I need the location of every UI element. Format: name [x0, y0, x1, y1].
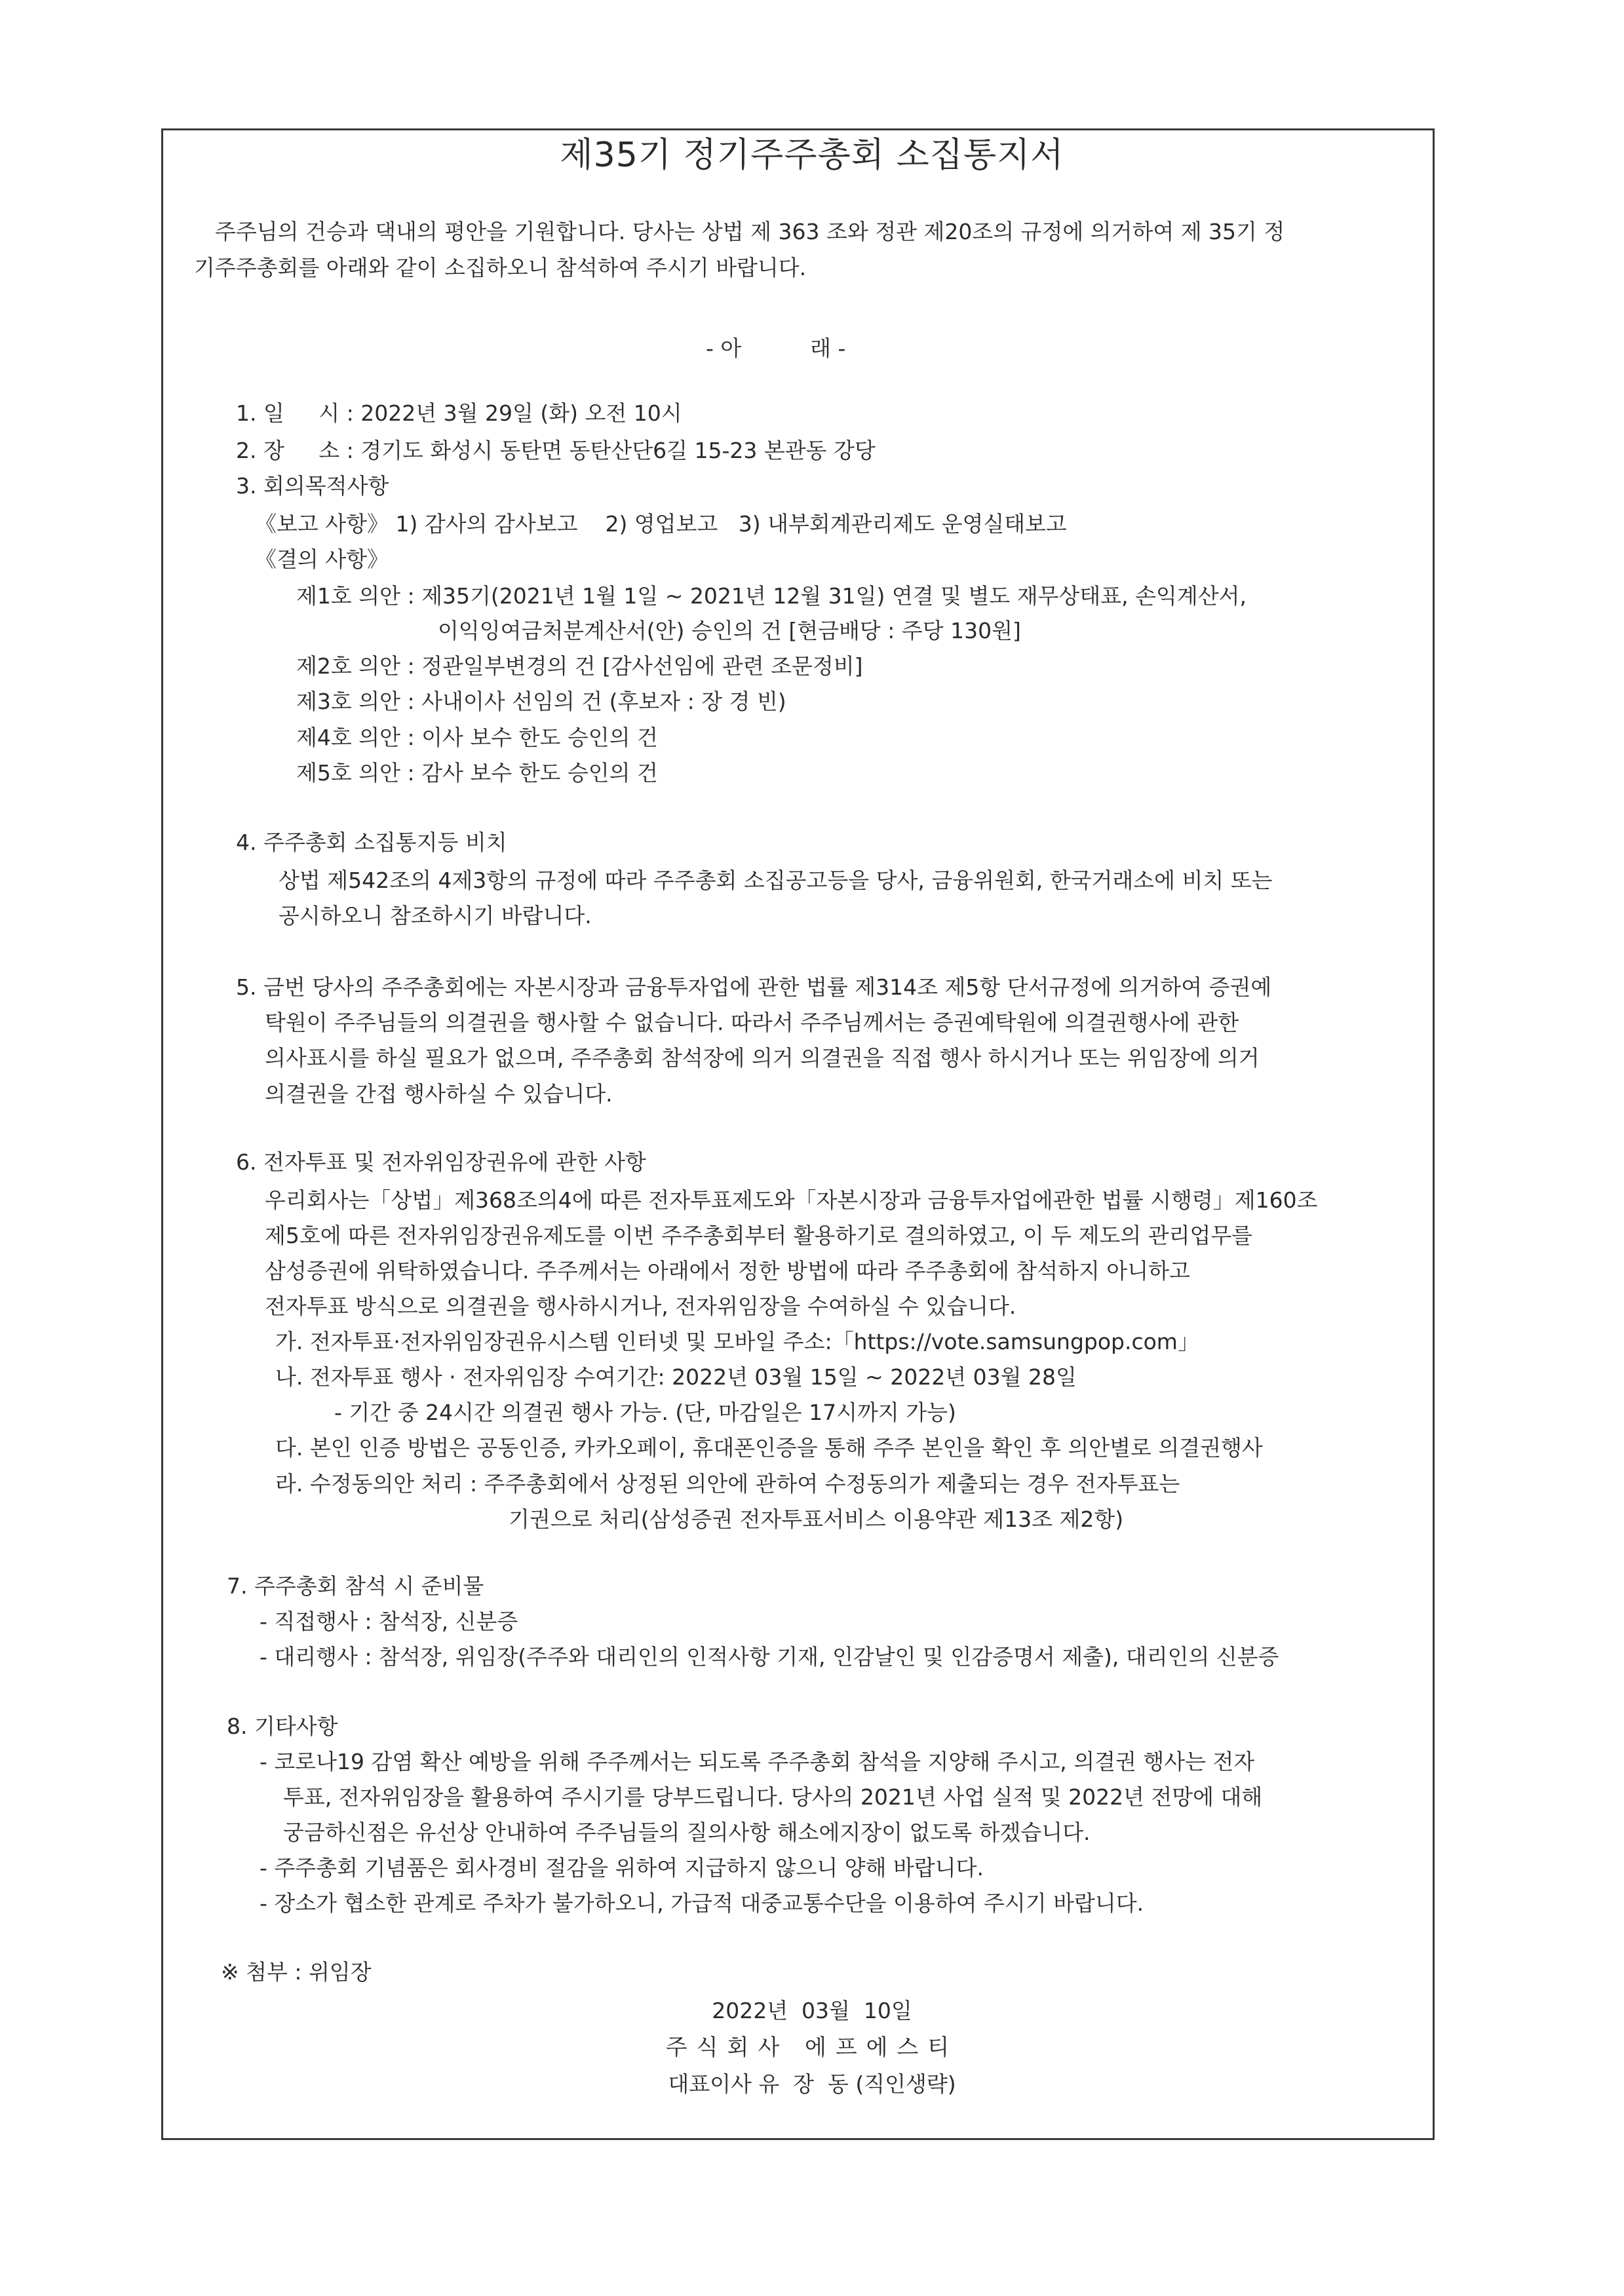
company-name: 주식회사 에프에스티: [665, 2035, 959, 2061]
resolution-heading: 《결의 사항》: [255, 546, 389, 572]
item-evote-body-4: 전자투표 방식으로 의결권을 행사하시거나, 전자위임장을 수여하실 수 있습니다.: [265, 1293, 1016, 1319]
agenda-1: 제1호 의안 : 제35기(2021년 1월 1일 ~ 2021년 12월 31일) 연결 및 별도 재무상태표, 손익계산서,: [296, 583, 1247, 609]
item-evote-heading: 6. 전자투표 및 전자위임장권유에 관한 사항: [236, 1149, 646, 1175]
item-evote-na: 나. 전자투표 행사 · 전자위임장 수여기간: 2022년 03월 15일 ~ 2022년 03월 28일: [275, 1364, 1077, 1390]
item-voting-3: 의사표시를 하실 필요가 없으며, 주주총회 참석장에 의거 의결권을 직접 행사 하시거나 또는 위임장에 의거: [265, 1045, 1260, 1071]
arae-heading: - 아 래 -: [706, 335, 846, 361]
item-evote-ra: 라. 수정동의안 처리 : 주주총회에서 상정된 의안에 관하여 수정동의가 제출되는 경우 전자투표는: [275, 1471, 1180, 1497]
item-voting-1: 5. 금번 당사의 주주총회에는 자본시장과 금융투자업에 관한 법률 제314조 제5항 단서규정에 의거하여 증권예: [236, 974, 1272, 1000]
item-prep-direct: - 직접행사 : 참석장, 신분증: [260, 1609, 518, 1634]
item-date: 1. 일 시 : 2022년 3월 29일 (화) 오전 10시: [236, 400, 682, 426]
item-notice-heading: 4. 주주총회 소집통지등 비치: [236, 830, 507, 855]
agenda-4: 제4호 의안 : 이사 보수 한도 승인의 건: [296, 725, 658, 750]
item-evote-body-2: 제5호에 따른 전자위임장권유제도를 이번 주주총회부터 활용하기로 결의하였고, 이 두 제도의 관리업무를: [265, 1223, 1253, 1248]
agenda-2: 제2호 의안 : 정관일부변경의 건 [감사선임에 관련 조문정비]: [296, 653, 863, 679]
item-misc-covid-3: 궁금하신점은 유선상 안내하여 주주님들의 질의사항 해소에지장이 없도록 하겠습니다.: [283, 1820, 1091, 1845]
item-location: 2. 장 소 : 경기도 화성시 동탄면 동탄산단6길 15-23 본관동 강당: [236, 438, 876, 463]
item-prep-proxy: - 대리행사 : 참석장, 위임장(주주와 대리인의 인적사항 기재, 인감날인 및 인감증명서 제출), 대리인의 신분증: [260, 1644, 1279, 1670]
item-notice-body-2: 공시하오니 참조하시기 바랍니다.: [279, 903, 592, 928]
agenda-3: 제3호 의안 : 사내이사 선임의 건 (후보자 : 장 경 빈): [296, 689, 786, 714]
report-items: 《보고 사항》 1) 감사의 감사보고 2) 영업보고 3) 내부회계관리제도 운영실태보고: [255, 511, 1067, 537]
agenda-1-cont: 이익잉여금처분계산서(안) 승인의 건 [현금배당 : 주당 130원]: [438, 618, 1021, 643]
item-voting-4: 의결권을 간접 행사하실 수 있습니다.: [265, 1081, 613, 1107]
item-voting-2: 탁원이 주주님들의 의결권을 행사할 수 없습니다. 따라서 주주님께서는 증권예탁원에 의결권행사에 관한: [265, 1010, 1239, 1035]
item-notice-body-1: 상법 제542조의 4제3항의 규정에 따라 주주총회 소집공고등을 당사, 금융위원회, 한국거래소에 비치 또는: [279, 868, 1273, 893]
agenda-5: 제5호 의안 : 감사 보수 한도 승인의 건: [296, 760, 658, 786]
item-misc-covid-1: - 코로나19 감염 확산 예방을 위해 주주께서는 되도록 주주총회 참석을 지양해 주시고, 의결권 행사는 전자: [260, 1749, 1255, 1774]
document-title: 제35기 정기주주총회 소집통지서: [560, 136, 1064, 175]
item-evote-ga: 가. 전자투표·전자위임장권유시스템 인터넷 및 모바일 주소:「https://vote.samsungpop.com」: [275, 1329, 1199, 1354]
item-prep-heading: 7. 주주총회 참석 시 준비물: [227, 1573, 484, 1599]
item-evote-body-1: 우리회사는「상법」제368조의4에 따른 전자투표제도와「자본시장과 금융투자업에관한 법률 시행령」제160조: [265, 1187, 1318, 1213]
attachment-note: ※ 첨부 : 위임장: [221, 1959, 372, 1985]
item-agenda-heading: 3. 회의목적사항: [236, 473, 389, 499]
item-evote-da: 다. 본인 인증 방법은 공동인증, 카카오페이, 휴대폰인증을 통해 주주 본인을 확인 후 의안별로 의결권행사: [275, 1435, 1263, 1461]
intro-line-1: 주주님의 건승과 댁내의 평안을 기원합니다. 당사는 상법 제 363 조와 정관 제20조의 규정에 의거하여 제 35기 정: [215, 219, 1285, 244]
intro-line-2: 기주주총회를 아래와 같이 소집하오니 참석하여 주시기 바랍니다.: [194, 255, 807, 280]
item-evote-ra-2: 기권으로 처리(삼성증권 전자투표서비스 이용약관 제13조 제2항): [509, 1506, 1124, 1532]
item-evote-na-2: - 기간 중 24시간 의결권 행사 가능. (단, 마감일은 17시까지 가능): [334, 1400, 956, 1425]
notice-date: 2022년 03월 10일: [712, 1998, 912, 2023]
ceo-signature: 대표이사 유 장 동 (직인생략): [668, 2071, 956, 2097]
item-misc-covid-2: 투표, 전자위임장을 활용하여 주시기를 당부드립니다. 당사의 2021년 사업 실적 및 2022년 전망에 대해: [283, 1784, 1263, 1810]
item-evote-body-3: 삼성증권에 위탁하였습니다. 주주께서는 아래에서 정한 방법에 따라 주주총회에 참석하지 아니하고: [265, 1258, 1190, 1284]
item-misc-parking: - 장소가 협소한 관계로 주차가 불가하오니, 가급적 대중교통수단을 이용하여 주시기 바랍니다.: [260, 1890, 1144, 1916]
item-misc-heading: 8. 기타사항: [227, 1713, 338, 1739]
item-misc-gift: - 주주총회 기념품은 회사경비 절감을 위하여 지급하지 않으니 양해 바랍니다.: [260, 1855, 984, 1881]
